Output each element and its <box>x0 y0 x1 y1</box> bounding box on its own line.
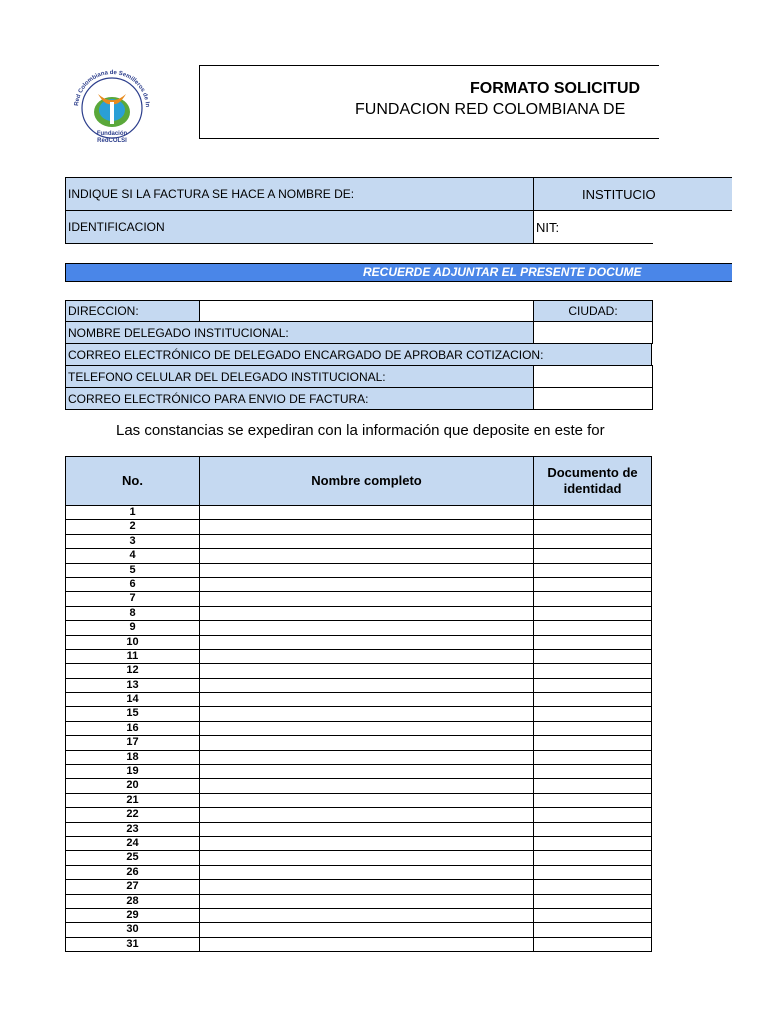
full-name-cell[interactable] <box>199 937 534 952</box>
table-row <box>65 879 652 893</box>
identification-label: IDENTIFICACION <box>65 210 534 244</box>
row-number: 9 <box>65 620 200 635</box>
id-document-cell[interactable] <box>533 908 652 923</box>
table-row <box>65 894 652 908</box>
row-number: 15 <box>65 706 200 721</box>
row-number: 16 <box>65 721 200 736</box>
reminder-text: RECUERDE ADJUNTAR EL PRESENTE DOCUME <box>363 265 642 279</box>
logo-ring-text: Red Colombiana de Semilleros de In <box>74 69 151 108</box>
id-document-cell[interactable] <box>533 865 652 880</box>
table-row <box>65 807 652 821</box>
table-row <box>65 822 652 836</box>
id-document-cell[interactable] <box>533 577 652 592</box>
id-document-cell[interactable] <box>533 850 652 865</box>
full-name-cell[interactable] <box>199 836 534 851</box>
delegate-phone-field[interactable] <box>533 365 653 388</box>
full-name-cell[interactable] <box>199 548 534 563</box>
row-number: 28 <box>65 894 200 909</box>
row-number: 7 <box>65 591 200 606</box>
organization-title: FUNDACION RED COLOMBIANA DE <box>355 101 626 118</box>
row-number: 31 <box>65 937 200 952</box>
table-row <box>65 678 652 692</box>
row-number: 19 <box>65 764 200 779</box>
row-number: 8 <box>65 606 200 621</box>
fundacion-redcolsi-logo <box>60 64 164 152</box>
full-name-cell[interactable] <box>199 735 534 750</box>
invoice-email-label: CORREO ELECTRÓNICO PARA ENVIO DE FACTURA: <box>65 387 534 410</box>
address-label: DIRECCION: <box>65 300 200 322</box>
full-name-cell[interactable] <box>199 563 534 578</box>
table-row <box>65 836 652 850</box>
table-row <box>65 534 652 548</box>
full-name-cell[interactable] <box>199 865 534 880</box>
table-row <box>65 563 652 577</box>
id-document-cell[interactable] <box>533 807 652 822</box>
row-number: 14 <box>65 692 200 707</box>
full-name-cell[interactable] <box>199 894 534 909</box>
invoice-name-question-label: INDIQUE SI LA FACTURA SE HACE A NOMBRE DE: <box>65 177 534 211</box>
row-number: 30 <box>65 922 200 937</box>
id-document-cell[interactable] <box>533 735 652 750</box>
table-row <box>65 663 652 677</box>
table-row <box>65 519 652 533</box>
table-row <box>65 793 652 807</box>
row-number: 18 <box>65 750 200 765</box>
nit-field-bottom-rule <box>533 243 653 244</box>
invoice-email-field[interactable] <box>533 387 653 410</box>
table-row <box>65 606 652 620</box>
table-row <box>65 706 652 720</box>
table-row <box>65 937 652 951</box>
id-document-cell[interactable] <box>533 894 652 909</box>
row-number: 26 <box>65 865 200 880</box>
id-document-cell[interactable] <box>533 649 652 664</box>
id-document-cell[interactable] <box>533 563 652 578</box>
table-row <box>65 649 652 663</box>
table-row <box>65 750 652 764</box>
delegate-name-label: NOMBRE DELEGADO INSTITUCIONAL: <box>65 321 534 344</box>
row-number: 5 <box>65 563 200 578</box>
delegate-email-label: CORREO ELECTRÓNICO DE DELEGADO ENCARGADO DE APROBAR COTIZACION: <box>65 343 652 366</box>
row-number: 27 <box>65 879 200 894</box>
full-name-cell[interactable] <box>199 692 534 707</box>
row-number: 3 <box>65 534 200 549</box>
full-name-cell[interactable] <box>199 635 534 650</box>
id-document-cell[interactable] <box>533 519 652 534</box>
row-number: 4 <box>65 548 200 563</box>
id-document-cell[interactable] <box>533 591 652 606</box>
nit-field[interactable]: NIT: <box>533 210 653 244</box>
column-header-number: No. <box>65 456 200 506</box>
row-number: 13 <box>65 678 200 693</box>
table-row <box>65 778 652 792</box>
row-number: 1 <box>65 505 200 520</box>
table-row <box>65 865 652 879</box>
full-name-cell[interactable] <box>199 663 534 678</box>
full-name-cell[interactable] <box>199 620 534 635</box>
row-number: 24 <box>65 836 200 851</box>
row-number: 10 <box>65 635 200 650</box>
full-name-cell[interactable] <box>199 591 534 606</box>
reminder-banner <box>65 263 732 282</box>
id-document-cell[interactable] <box>533 721 652 736</box>
table-row <box>65 548 652 562</box>
id-document-cell[interactable] <box>533 764 652 779</box>
column-header-id-document: Documento de identidad <box>533 456 652 506</box>
id-document-cell[interactable] <box>533 836 652 851</box>
full-name-cell[interactable] <box>199 750 534 765</box>
table-row <box>65 735 652 749</box>
row-number: 29 <box>65 908 200 923</box>
table-row <box>65 764 652 778</box>
id-document-cell[interactable] <box>533 692 652 707</box>
full-name-cell[interactable] <box>199 534 534 549</box>
table-row <box>65 505 652 519</box>
id-document-cell[interactable] <box>533 937 652 952</box>
invoice-name-value[interactable]: INSTITUCIO <box>533 177 732 211</box>
id-document-cell[interactable] <box>533 778 652 793</box>
full-name-cell[interactable] <box>199 606 534 621</box>
table-row <box>65 591 652 605</box>
full-name-cell[interactable] <box>199 850 534 865</box>
table-row <box>65 850 652 864</box>
row-number: 11 <box>65 649 200 664</box>
table-row <box>65 908 652 922</box>
full-name-cell[interactable] <box>199 822 534 837</box>
row-number: 20 <box>65 778 200 793</box>
row-number: 2 <box>65 519 200 534</box>
table-row <box>65 922 652 936</box>
full-name-cell[interactable] <box>199 908 534 923</box>
id-document-cell[interactable] <box>533 548 652 563</box>
full-name-cell[interactable] <box>199 879 534 894</box>
id-document-cell[interactable] <box>533 706 652 721</box>
id-document-cell[interactable] <box>533 750 652 765</box>
table-row <box>65 620 652 634</box>
row-number: 22 <box>65 807 200 822</box>
table-row <box>65 692 652 706</box>
full-name-cell[interactable] <box>199 807 534 822</box>
full-name-cell[interactable] <box>199 577 534 592</box>
id-document-cell[interactable] <box>533 606 652 621</box>
full-name-cell[interactable] <box>199 764 534 779</box>
row-number: 12 <box>65 663 200 678</box>
id-document-cell[interactable] <box>533 879 652 894</box>
table-row <box>65 635 652 649</box>
full-name-cell[interactable] <box>199 922 534 937</box>
certificate-note: Las constancias se expediran con la información que deposite en este for <box>116 422 605 439</box>
full-name-cell[interactable] <box>199 706 534 721</box>
row-number: 21 <box>65 793 200 808</box>
id-document-cell[interactable] <box>533 678 652 693</box>
full-name-cell[interactable] <box>199 778 534 793</box>
full-name-cell[interactable] <box>199 793 534 808</box>
id-document-cell[interactable] <box>533 793 652 808</box>
full-name-cell[interactable] <box>199 505 534 520</box>
id-document-cell[interactable] <box>533 635 652 650</box>
full-name-cell[interactable] <box>199 678 534 693</box>
column-header-full-name: Nombre completo <box>199 456 534 506</box>
city-label: CIUDAD: <box>533 300 653 322</box>
id-document-cell[interactable] <box>533 505 652 520</box>
id-document-cell[interactable] <box>533 922 652 937</box>
id-document-cell[interactable] <box>533 663 652 678</box>
logo-name-line1: Fundación <box>96 131 128 137</box>
full-name-cell[interactable] <box>199 519 534 534</box>
participants-table <box>65 505 652 951</box>
row-number: 6 <box>65 577 200 592</box>
table-row <box>65 577 652 591</box>
table-row <box>65 721 652 735</box>
delegate-phone-label: TELEFONO CELULAR DEL DELEGADO INSTITUCIONAL: <box>65 365 534 388</box>
full-name-cell[interactable] <box>199 649 534 664</box>
row-number: 23 <box>65 822 200 837</box>
id-document-cell[interactable] <box>533 822 652 837</box>
form-title: FORMATO SOLICITUD <box>470 80 641 97</box>
delegate-name-field[interactable] <box>533 321 653 344</box>
id-document-cell[interactable] <box>533 620 652 635</box>
id-document-cell[interactable] <box>533 534 652 549</box>
row-number: 17 <box>65 735 200 750</box>
full-name-cell[interactable] <box>199 721 534 736</box>
title-box <box>199 65 659 139</box>
address-field[interactable] <box>199 300 534 322</box>
logo-name-line2: RedCOLSI <box>97 138 127 144</box>
row-number: 25 <box>65 850 200 865</box>
